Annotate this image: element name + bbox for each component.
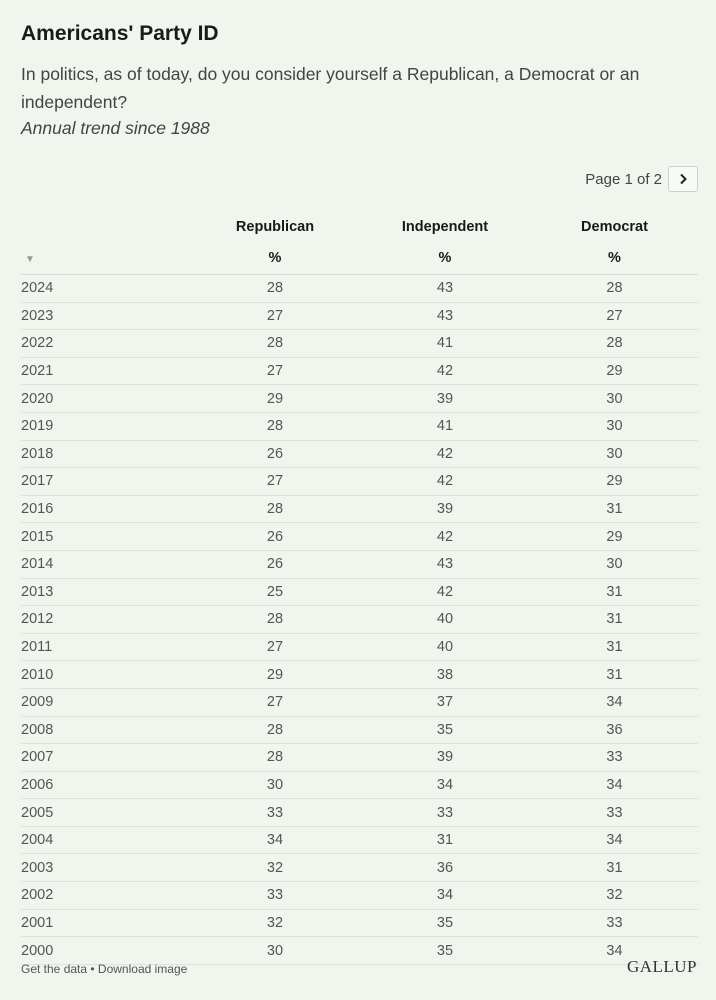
year-cell: 2005 xyxy=(21,804,54,821)
value-cell: 41 xyxy=(436,418,454,435)
year-cell: 2019 xyxy=(21,418,54,435)
table-row xyxy=(21,606,698,634)
header-row xyxy=(21,212,698,242)
footer-separator: • xyxy=(87,962,98,976)
value-cell: 31 xyxy=(606,639,623,656)
value-cell: 39 xyxy=(436,749,454,766)
table-row xyxy=(21,303,698,331)
year-cell: 2015 xyxy=(21,528,54,545)
chart-subtitle: Annual trend since 1988 xyxy=(21,118,210,138)
value-cell: 34 xyxy=(606,832,623,849)
value-cell: 30 xyxy=(606,418,623,435)
value-cell: 35 xyxy=(436,721,454,738)
value-cell: 39 xyxy=(436,501,454,518)
table-row xyxy=(21,799,698,827)
value-cell: 33 xyxy=(266,887,284,904)
value-cell: 32 xyxy=(606,887,623,904)
value-cell: 25 xyxy=(266,583,284,600)
year-cell: 2007 xyxy=(21,749,54,766)
value-cell: 27 xyxy=(266,639,284,656)
value-cell: 31 xyxy=(606,501,623,518)
pagination xyxy=(585,166,698,192)
value-cell: 32 xyxy=(266,914,284,931)
data-table xyxy=(21,212,698,965)
year-cell: 2020 xyxy=(21,390,54,407)
value-cell: 28 xyxy=(266,418,284,435)
value-cell: 34 xyxy=(606,776,623,793)
year-cell: 2010 xyxy=(21,666,54,683)
value-cell: 34 xyxy=(266,832,284,849)
value-cell: 41 xyxy=(436,335,454,352)
table-row xyxy=(21,330,698,358)
year-cell: 2012 xyxy=(21,611,54,628)
value-cell: 29 xyxy=(266,390,284,407)
table-row xyxy=(21,882,698,910)
table-row xyxy=(21,385,698,413)
value-cell: 28 xyxy=(606,335,623,352)
value-cell: 30 xyxy=(606,556,623,573)
unit-label: % xyxy=(268,250,282,266)
value-cell: 30 xyxy=(606,445,623,462)
value-cell: 26 xyxy=(266,445,284,462)
column-header: Independent xyxy=(401,219,489,235)
chevron-right-icon xyxy=(678,173,688,185)
table-row xyxy=(21,441,698,469)
value-cell: 43 xyxy=(436,307,454,324)
value-cell: 27 xyxy=(266,363,284,380)
table-row xyxy=(21,689,698,717)
value-cell: 33 xyxy=(606,749,623,766)
value-cell: 42 xyxy=(436,445,454,462)
year-cell: 2024 xyxy=(21,280,54,297)
value-cell: 33 xyxy=(606,804,623,821)
value-cell: 28 xyxy=(606,280,623,297)
value-cell: 39 xyxy=(436,390,454,407)
table-row xyxy=(21,854,698,882)
table-row xyxy=(21,413,698,441)
year-cell: 2002 xyxy=(21,887,54,904)
value-cell: 42 xyxy=(436,363,454,380)
column-header: Democrat xyxy=(581,219,648,235)
download-image-link[interactable]: Download image xyxy=(97,962,188,976)
table-row xyxy=(21,579,698,607)
year-cell: 2016 xyxy=(21,501,54,518)
value-cell: 28 xyxy=(266,721,284,738)
year-cell: 2014 xyxy=(21,556,54,573)
gallup-logo: GALLUP xyxy=(626,957,697,976)
table-row xyxy=(21,523,698,551)
value-cell: 38 xyxy=(436,666,454,683)
value-cell: 31 xyxy=(606,611,623,628)
value-cell: 28 xyxy=(266,335,284,352)
value-cell: 28 xyxy=(266,749,284,766)
value-cell: 27 xyxy=(266,694,284,711)
year-cell: 2004 xyxy=(21,832,54,849)
value-cell: 28 xyxy=(266,611,284,628)
value-cell: 33 xyxy=(266,804,284,821)
value-cell: 34 xyxy=(436,776,454,793)
value-cell: 29 xyxy=(266,666,284,683)
table-row xyxy=(21,744,698,772)
value-cell: 37 xyxy=(436,694,454,711)
year-cell: 2006 xyxy=(21,776,54,793)
year-cell: 2017 xyxy=(21,473,54,490)
year-cell: 2023 xyxy=(21,307,54,324)
value-cell: 26 xyxy=(266,528,284,545)
table-row xyxy=(21,827,698,855)
table-row xyxy=(21,937,698,965)
unit-row xyxy=(21,242,698,275)
column-header: Republican xyxy=(235,219,315,235)
year-cell: 2011 xyxy=(21,639,53,656)
chart-title: Americans' Party ID xyxy=(21,22,219,45)
table-row xyxy=(21,496,698,524)
value-cell: 42 xyxy=(436,473,454,490)
table-body xyxy=(21,275,698,965)
footer-links xyxy=(21,962,187,976)
value-cell: 31 xyxy=(606,859,623,876)
value-cell: 42 xyxy=(436,583,454,600)
year-cell: 2003 xyxy=(21,859,54,876)
year-cell: 2022 xyxy=(21,335,54,352)
value-cell: 29 xyxy=(606,473,623,490)
value-cell: 29 xyxy=(606,363,623,380)
value-cell: 36 xyxy=(606,721,623,738)
table-row xyxy=(21,551,698,579)
table-row xyxy=(21,468,698,496)
value-cell: 30 xyxy=(266,942,284,959)
table-row xyxy=(21,717,698,745)
table-row xyxy=(21,661,698,689)
year-cell: 2001 xyxy=(21,914,54,931)
year-cell: 2000 xyxy=(21,942,54,959)
value-cell: 27 xyxy=(266,307,284,324)
value-cell: 30 xyxy=(606,390,623,407)
value-cell: 36 xyxy=(436,859,454,876)
next-page-button[interactable] xyxy=(668,166,698,192)
value-cell: 34 xyxy=(606,942,623,959)
value-cell: 42 xyxy=(436,528,454,545)
value-cell: 27 xyxy=(266,473,284,490)
value-cell: 43 xyxy=(436,556,454,573)
value-cell: 34 xyxy=(436,887,454,904)
value-cell: 31 xyxy=(436,832,454,849)
table-row xyxy=(21,634,698,662)
value-cell: 34 xyxy=(606,694,623,711)
sort-descending-icon[interactable]: ▼ xyxy=(25,254,35,265)
page-indicator: Page 1 of 2 xyxy=(585,170,662,188)
value-cell: 28 xyxy=(266,501,284,518)
value-cell: 33 xyxy=(606,914,623,931)
value-cell: 32 xyxy=(266,859,284,876)
year-cell: 2008 xyxy=(21,721,54,738)
get-data-link[interactable]: Get the data xyxy=(21,962,88,976)
value-cell: 35 xyxy=(436,914,454,931)
value-cell: 26 xyxy=(266,556,284,573)
value-cell: 35 xyxy=(436,942,454,959)
value-cell: 27 xyxy=(606,307,623,324)
year-cell: 2009 xyxy=(21,694,54,711)
question-text: In politics, as of today, do you consider yourself a Republican, a Democrat or an independent? xyxy=(21,64,640,112)
value-cell: 43 xyxy=(436,280,454,297)
table-row xyxy=(21,772,698,800)
year-cell: 2013 xyxy=(21,583,54,600)
value-cell: 29 xyxy=(606,528,623,545)
value-cell: 30 xyxy=(266,776,284,793)
table-row xyxy=(21,910,698,938)
value-cell: 31 xyxy=(606,666,623,683)
year-cell: 2018 xyxy=(21,445,54,462)
value-cell: 40 xyxy=(436,611,454,628)
value-cell: 33 xyxy=(436,804,454,821)
value-cell: 31 xyxy=(606,583,623,600)
year-cell: 2021 xyxy=(21,363,54,380)
value-cell: 40 xyxy=(436,639,454,656)
unit-label: % xyxy=(438,250,452,266)
table-row xyxy=(21,358,698,386)
unit-label: % xyxy=(608,250,621,266)
value-cell: 28 xyxy=(266,280,284,297)
table-row xyxy=(21,275,698,303)
